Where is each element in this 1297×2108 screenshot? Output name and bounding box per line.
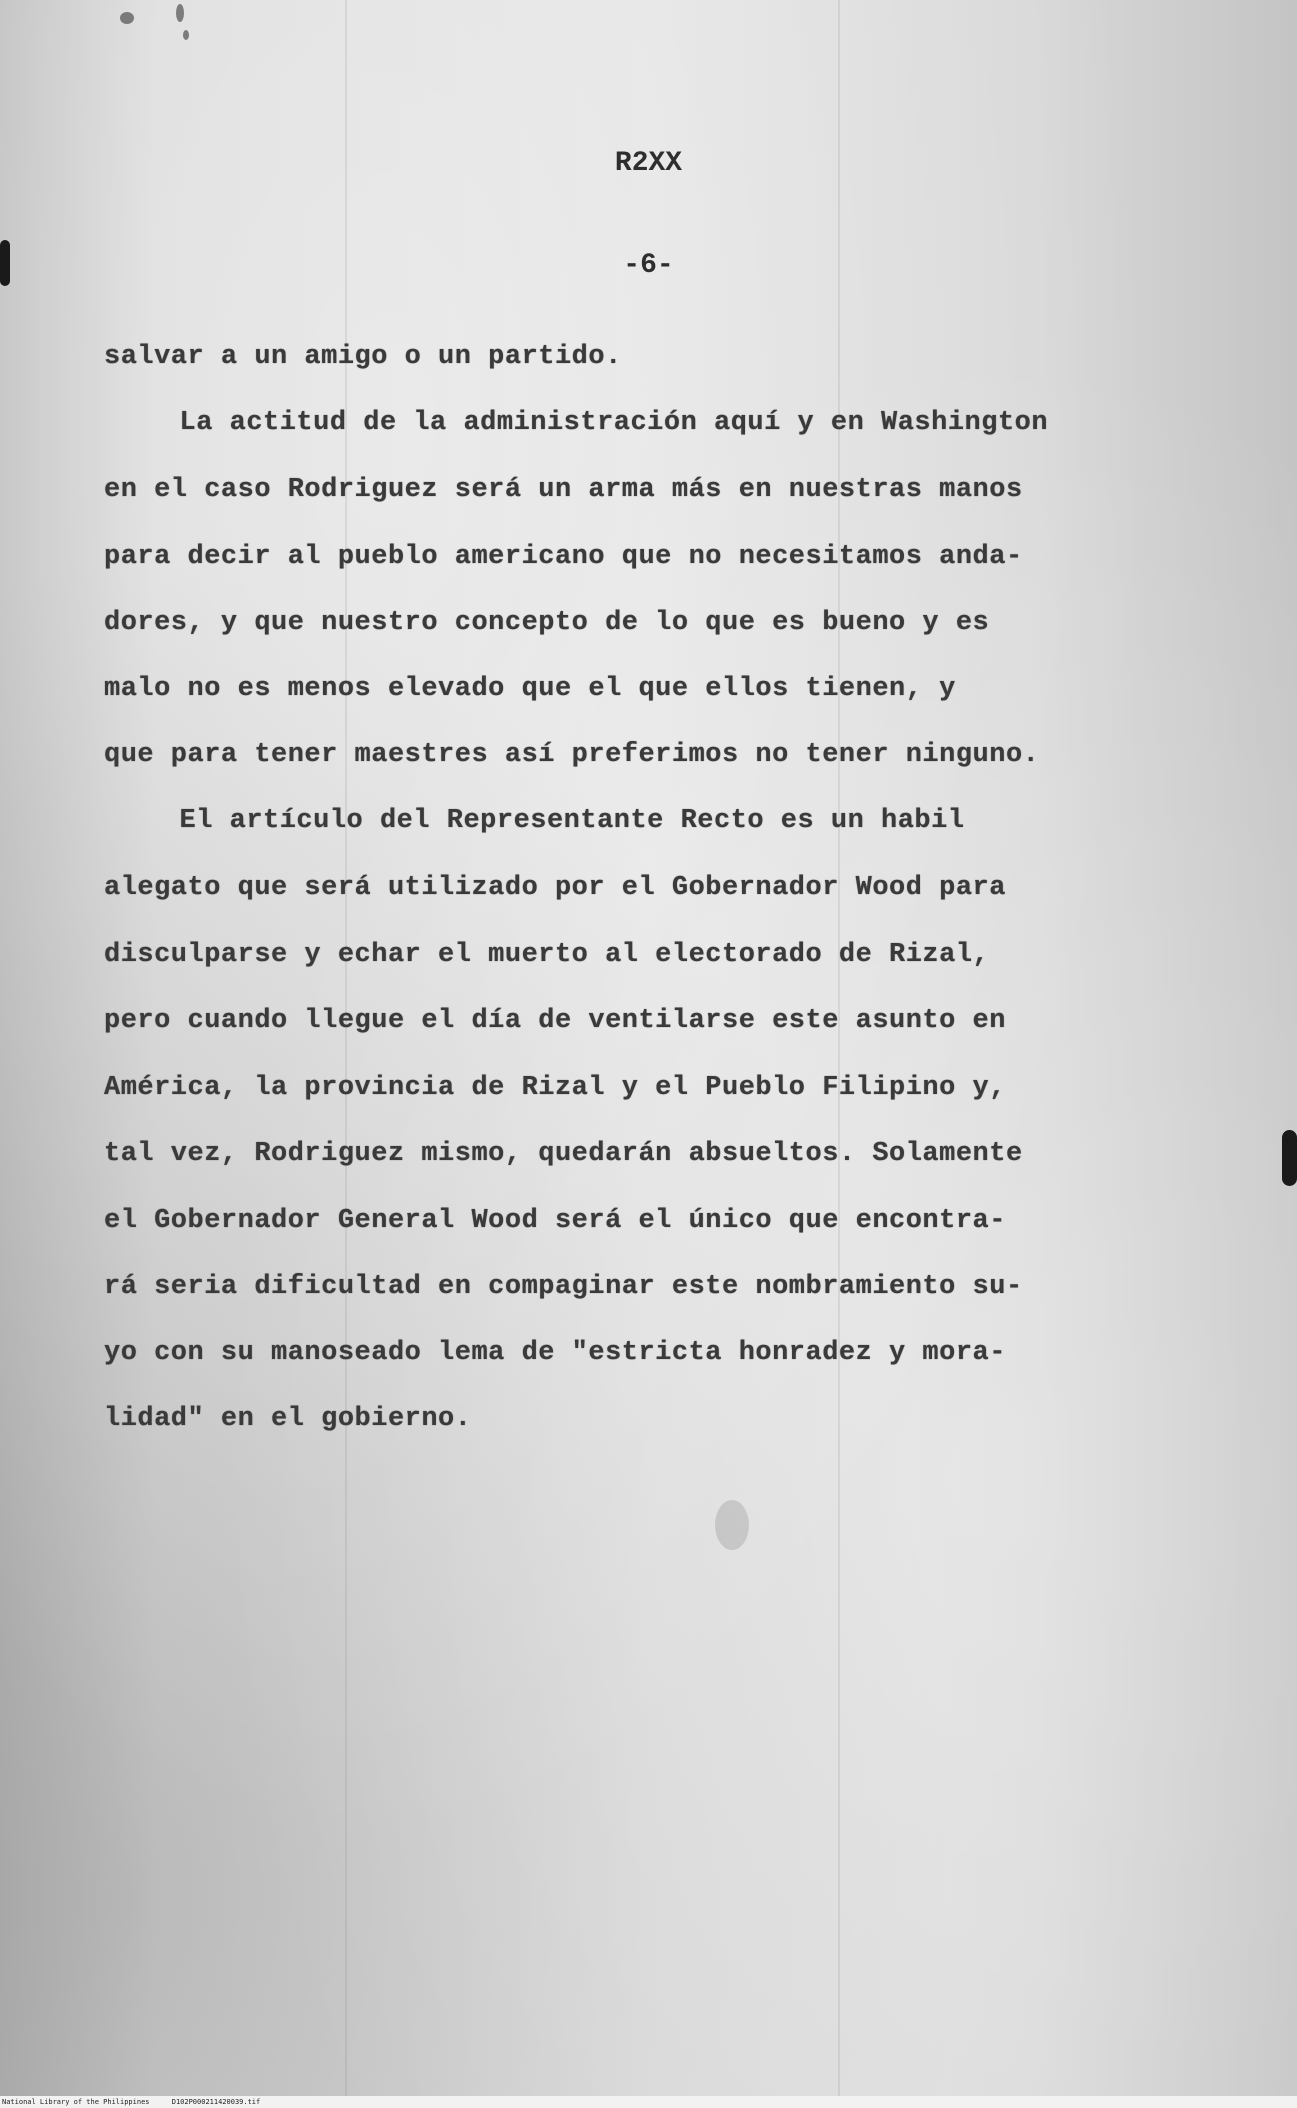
- ink-blot: [120, 12, 134, 24]
- edge-mark: [1282, 1130, 1297, 1186]
- text-line: dores, y que nuestro concepto de lo que es bueno y es: [104, 608, 990, 638]
- text-line: tal vez, Rodriguez mismo, quedarán absueltos. Solamente: [104, 1139, 1023, 1169]
- text-line: salvar a un amigo o un partido.: [104, 342, 622, 372]
- page-number: -6-: [623, 250, 674, 281]
- text-line: yo con su manoseado lema de "estricta honradez y mora-: [104, 1338, 1006, 1368]
- text-line: el Gobernador General Wood será el único que encontra-: [104, 1206, 1006, 1236]
- text-line: rá seria dificultad en compaginar este nombramiento su-: [104, 1272, 1023, 1302]
- footer-file-id: D102P000211420039.tif: [171, 2098, 261, 2106]
- text-line: América, la provincia de Rizal y el Pueblo Filipino y,: [104, 1073, 1006, 1103]
- paper-fold: [345, 0, 347, 2108]
- document-code: R2XX: [614, 148, 683, 179]
- text-line: malo no es menos elevado que el que ellos tienen, y: [104, 674, 956, 704]
- ink-blot: [715, 1500, 749, 1550]
- text-line: La actitud de la administración aquí y en Washington: [96, 408, 1049, 438]
- scan-footer: [2, 2098, 278, 2106]
- text-line: pero cuando llegue el día de ventilarse este asunto en: [104, 1006, 1006, 1036]
- text-line: disculparse y echar el muerto al electorado de Rizal,: [104, 940, 990, 970]
- text-line: lidad" en el gobierno.: [104, 1404, 472, 1434]
- text-line: que para tener maestres así preferimos no tener ninguno.: [104, 740, 1040, 770]
- text-line: en el caso Rodriguez será un arma más en nuestras manos: [104, 475, 1023, 505]
- text-line: El artículo del Representante Recto es un habil: [96, 806, 965, 836]
- ink-blot: [183, 30, 189, 40]
- text-line: alegato que será utilizado por el Gobernador Wood para: [104, 873, 1006, 903]
- ink-blot: [176, 4, 184, 22]
- footer-source: National Library of the Philippines: [2, 2098, 150, 2106]
- paper-fold: [838, 0, 840, 2108]
- text-line: para decir al pueblo americano que no necesitamos anda-: [104, 542, 1023, 572]
